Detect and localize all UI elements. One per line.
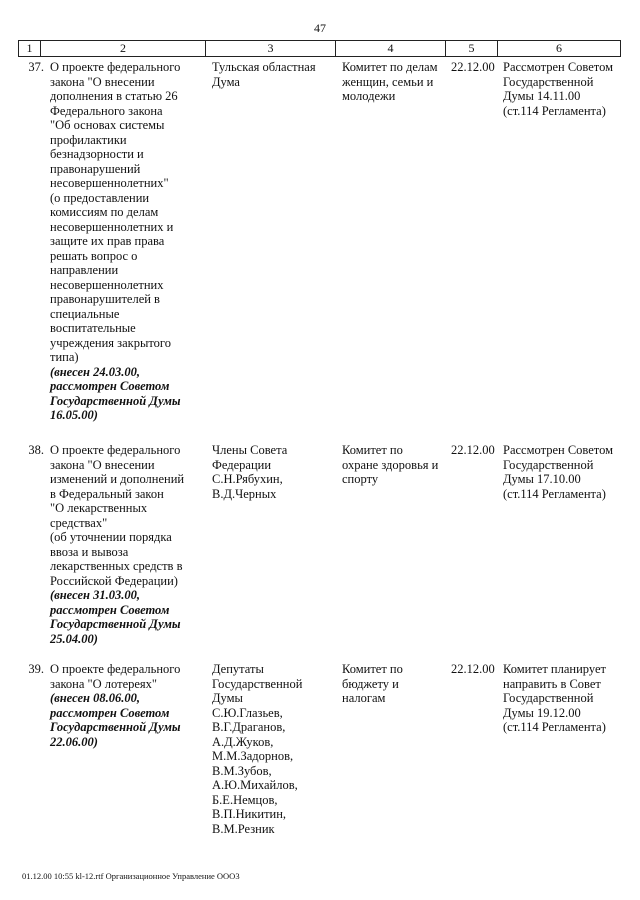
committee-cell	[342, 60, 438, 104]
bill-note-line: рассмотрен Советом	[50, 602, 170, 617]
bill-title-line: О проекте федерального	[50, 60, 181, 74]
status-line: Государственной	[503, 457, 594, 472]
row-number: 39.	[28, 662, 44, 676]
committee-line: охране здоровья и	[342, 457, 439, 472]
initiator-line: В.М.Зубов,	[212, 763, 272, 778]
status-line: Думы 14.11.00	[503, 89, 581, 103]
bill-title-line: дополнения в статью 26	[50, 89, 178, 103]
footer-info: 01.12.00 10:55 kl-12.rtf Организационное Управление ООО3	[22, 871, 240, 881]
initiator-line: В.М.Резник	[212, 821, 275, 836]
initiator-line: Государственной	[212, 676, 303, 691]
status-cell	[503, 662, 606, 735]
bill-title-line: в Федеральный закон	[50, 486, 164, 501]
bill-note-line: (внесен 08.06.00,	[50, 691, 140, 705]
committee-line: Комитет по	[342, 443, 403, 457]
initiator-line: А.Д.Жуков,	[212, 734, 274, 749]
status-line: Комитет планирует	[503, 662, 606, 676]
bill-title-line: (о предоставлении	[50, 190, 150, 205]
status-line: Рассмотрен Советом	[503, 60, 614, 74]
bill-note-line: рассмотрен Советом	[50, 705, 170, 720]
status-line: Думы 19.12.00	[503, 705, 581, 720]
committee-cell	[342, 662, 403, 706]
bill-title-line: О проекте федерального	[50, 662, 181, 676]
bill-title-line: несовершеннолетних"	[50, 176, 169, 190]
initiator-line: С.Н.Рябухин,	[212, 472, 283, 486]
table-header	[18, 40, 621, 57]
initiator-line: В.Д.Черных	[212, 486, 277, 501]
committee-cell	[342, 443, 438, 487]
bill-title-line: (об уточнении порядка	[50, 530, 172, 544]
status-line: Государственной	[503, 74, 594, 89]
initiator-line: Федерации	[212, 457, 272, 472]
bill-note-line: рассмотрен Советом	[50, 379, 170, 393]
committee-line: бюджету и	[342, 676, 399, 691]
bill-note-line: Государственной Думы	[50, 617, 181, 631]
bill-note-line: 22.06.00)	[50, 734, 98, 749]
initiator-line: В.П.Никитин,	[212, 807, 287, 821]
header-col-1: 1	[19, 41, 41, 56]
initiator-line: М.М.Задорнов,	[212, 749, 294, 763]
initiator-cell	[212, 60, 316, 89]
committee-line: Комитет по	[342, 662, 403, 676]
bill-title-line: закона "О внесении	[50, 74, 155, 89]
bill-title-line: лекарственных средств в	[50, 559, 183, 573]
bill-title-line: О проекте федерального	[50, 443, 181, 457]
bill-title-line: ввоза и вывоза	[50, 544, 129, 559]
initiator-cell	[212, 662, 302, 836]
status-line: (ст.114 Регламента)	[503, 103, 606, 118]
bill-title-cell	[50, 443, 184, 646]
bill-note-line: (внесен 24.03.00,	[50, 364, 140, 379]
committee-line: налогам	[342, 691, 386, 705]
bill-title-line: Федерального закона	[50, 103, 163, 118]
bill-note-line: 16.05.00)	[50, 408, 98, 422]
status-line: направить в Совет	[503, 676, 601, 691]
status-cell	[503, 60, 613, 118]
row-number: 37.	[28, 60, 44, 74]
bill-title-line: комиссиям по делам	[50, 205, 159, 219]
initiator-line: Б.Е.Немцов,	[212, 792, 278, 807]
initiator-line: Думы	[212, 691, 243, 705]
bill-note-line: (внесен 31.03.00,	[50, 588, 140, 602]
bill-title-line: "О лекарственных	[50, 501, 148, 515]
bill-title-line: учреждения закрытого	[50, 335, 171, 350]
status-line: Думы 17.10.00	[503, 472, 581, 486]
bill-title-line: специальные	[50, 306, 120, 321]
initiator-line: Тульская областная	[212, 60, 316, 74]
initiator-line: В.Г.Драганов,	[212, 720, 286, 734]
initiator-line: Дума	[212, 74, 240, 89]
date-cell: 22.12.00	[451, 60, 495, 74]
bill-title-line: несовершеннолетних и	[50, 219, 174, 234]
bill-title-line: средствах"	[50, 515, 108, 530]
initiator-line: Члены Совета	[212, 443, 288, 457]
status-line: (ст.114 Регламента)	[503, 720, 606, 734]
initiator-line: А.Ю.Михайлов,	[212, 778, 298, 792]
bill-title-line: правонарушителей в	[50, 292, 160, 306]
committee-line: Комитет по делам	[342, 60, 438, 74]
date-cell: 22.12.00	[451, 443, 495, 457]
bill-title-line: Российской Федерации)	[50, 573, 178, 588]
bill-title-line: закона "О внесении	[50, 457, 155, 472]
status-cell	[503, 443, 613, 501]
bill-title-line: правонарушений	[50, 161, 141, 176]
date-cell: 22.12.00	[451, 662, 495, 676]
bill-title-line: защите их прав права	[50, 234, 165, 248]
initiator-line: Депутаты	[212, 662, 264, 676]
initiator-cell	[212, 443, 287, 501]
bill-note-line: 25.04.00)	[50, 631, 98, 646]
bill-title-line: закона "О лотереях"	[50, 676, 158, 691]
bill-title-line: воспитательные	[50, 321, 136, 335]
bill-title-line: профилактики	[50, 132, 127, 147]
bill-title-line: решать вопрос о	[50, 248, 138, 263]
bill-title-line: типа)	[50, 350, 79, 364]
bill-title-cell	[50, 60, 181, 423]
status-line: (ст.114 Регламента)	[503, 486, 606, 501]
header-col-4: 4	[336, 41, 446, 56]
committee-line: женщин, семьи и	[342, 74, 434, 89]
bill-title-line: безнадзорности и	[50, 147, 144, 161]
committee-line: молодежи	[342, 89, 396, 103]
bill-note-line: Государственной Думы	[50, 720, 181, 734]
header-col-2: 2	[41, 41, 206, 56]
bill-title-line: "Об основах системы	[50, 118, 165, 132]
bill-title-cell	[50, 662, 181, 749]
bill-note-line: Государственной Думы	[50, 393, 181, 408]
initiator-line: С.Ю.Глазьев,	[212, 705, 283, 720]
header-col-6: 6	[556, 41, 562, 55]
row-number: 38.	[28, 443, 44, 457]
bill-title-line: направлении	[50, 263, 119, 277]
bill-title-line: изменений и дополнений	[50, 472, 185, 486]
status-line: Рассмотрен Советом	[503, 443, 614, 457]
header-col-3: 3	[206, 41, 336, 56]
committee-line: спорту	[342, 472, 379, 486]
header-col-5: 5	[446, 41, 498, 56]
page-number: 47	[314, 21, 326, 35]
status-line: Государственной	[503, 691, 594, 705]
bill-title-line: несовершеннолетних	[50, 277, 164, 292]
